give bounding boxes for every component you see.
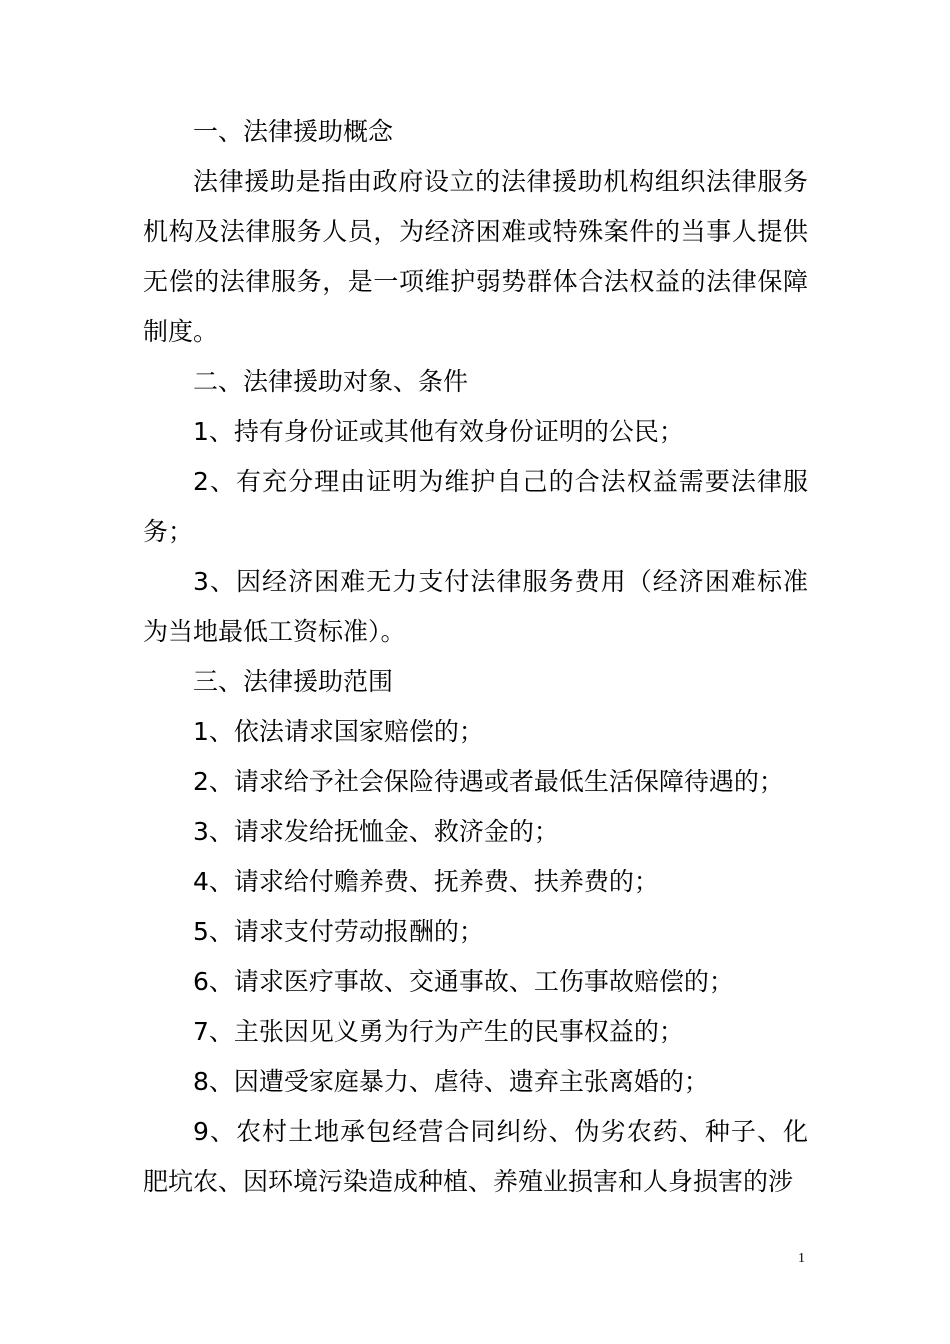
scope-item-5: 5、请求支付劳动报酬的； [193, 917, 484, 946]
scope-item-3: 3、请求发给抚恤金、救济金的； [193, 817, 559, 846]
page-number: 1 [798, 1251, 805, 1266]
scope-item-6: 6、请求医疗事故、交通事故、工伤事故赔偿的； [193, 967, 734, 996]
eligibility-item-3: 3、因经济困难无力支付法律服务费用（经济困难标准为当地最低工资标准）。 [143, 567, 808, 646]
scope-item-1: 1、依法请求国家赔偿的； [193, 717, 484, 746]
scope-item-8: 8、因遭受家庭暴力、虐待、遗弃主张离婚的； [193, 1067, 709, 1096]
document-body [143, 107, 808, 1207]
concept-paragraph: 法律援助是指由政府设立的法律援助机构组织法律服务机构及法律服务人员，为经济困难或特殊案件的当事人提供无偿的法律服务，是一项维护弱势群体合法权益的法律保障制度。 [143, 167, 808, 346]
section-heading-concept: 一、法律援助概念 [193, 117, 394, 146]
eligibility-item-1: 1、持有身份证或其他有效身份证明的公民； [193, 417, 684, 446]
scope-item-2: 2、请求给予社会保险待遇或者最低生活保障待遇的； [193, 767, 784, 796]
section-heading-eligibility: 二、法律援助对象、条件 [193, 367, 469, 396]
scope-item-9: 9、农村土地承包经营合同纠纷、伪劣农药、种子、化肥坑农、因环境污染造成种植、养殖业损害和人身损害的涉 [143, 1117, 808, 1196]
section-heading-scope: 三、法律援助范围 [193, 667, 394, 696]
eligibility-item-2: 2、有充分理由证明为维护自己的合法权益需要法律服务； [143, 467, 808, 546]
scope-item-4: 4、请求给付赡养费、抚养费、扶养费的； [193, 867, 659, 896]
scope-item-7: 7、主张因见义勇为行为产生的民事权益的； [193, 1017, 684, 1046]
